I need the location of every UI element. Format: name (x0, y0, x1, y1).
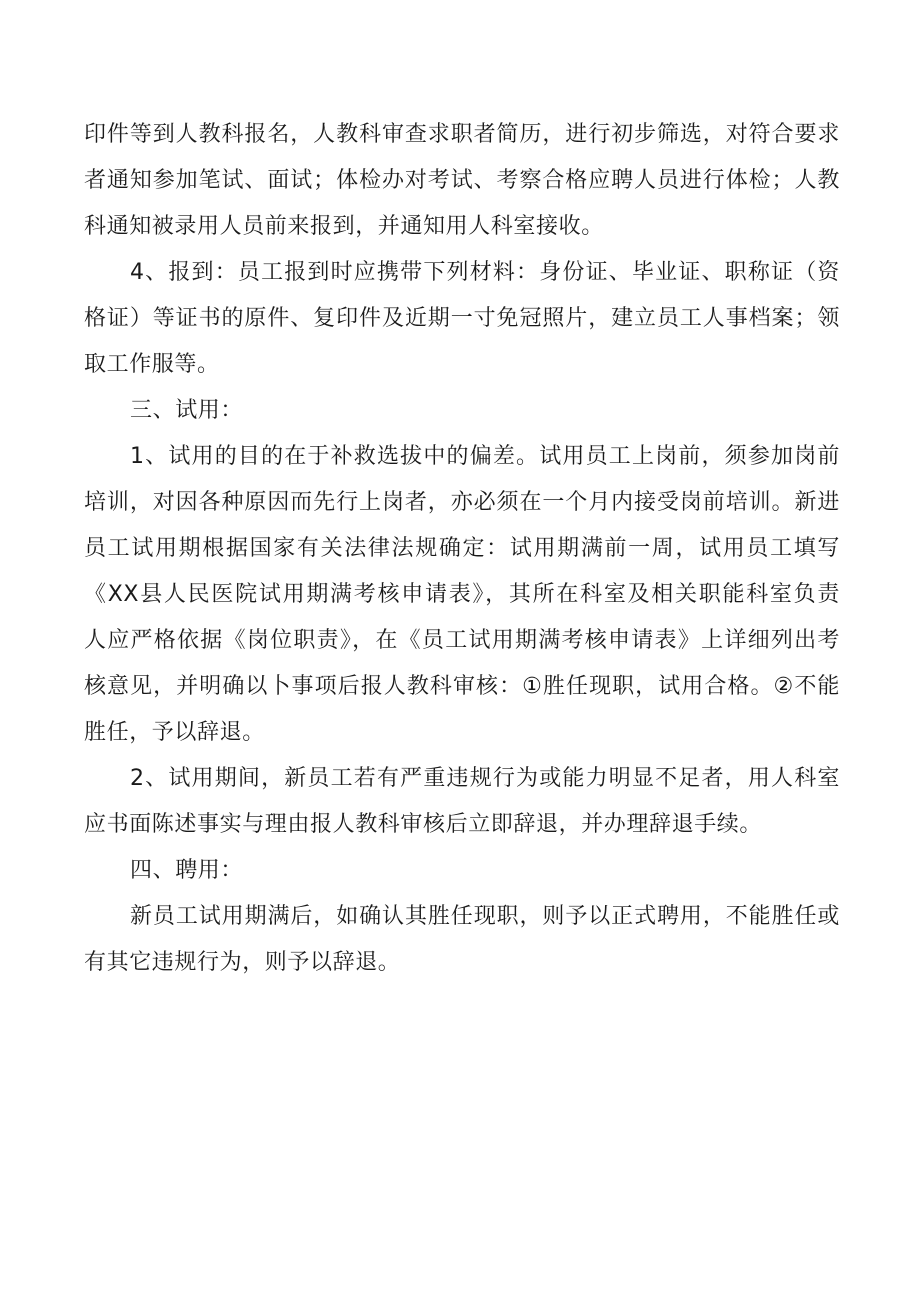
paragraph-line: 科通知被录用人员前来报到，并通知用人科室接收。 (84, 214, 604, 239)
section-heading: 三、试用： (130, 398, 244, 423)
paragraph-line: 2、试用期间，新员工若有严重违规行为或能力明显不足者，用人科室 (130, 766, 840, 791)
paragraph-line: 培训，对因各种原因而先行上岗者，亦必须在一个月内接受岗前培训。新进 (84, 490, 840, 515)
paragraph-line: 有其它违规行为，则予以辞退。 (84, 950, 401, 975)
section-heading: 四、聘用： (130, 858, 244, 883)
paragraph-line: 1、试用的目的在于补救选拔中的偏差。试用员工上岗前，须参加岗前 (130, 444, 840, 469)
paragraph-line: 胜任，予以辞退。 (84, 720, 265, 745)
paragraph-line: 核意见，并明确以卜事项后报人教科审核：①胜任现职，试用合格。②不能 (84, 674, 840, 699)
paragraph-line: 格证）等证书的原件、复印件及近期一寸免冠照片，建立员工人事档案；领 (84, 306, 840, 331)
paragraph-line: 者通知参加笔试、面试；体检办对考试、考察合格应聘人员进行体检；人教 (84, 168, 840, 193)
paragraph-line: 取工作服等。 (84, 352, 220, 377)
paragraph-line: 员工试用期根据国家有关法律法规确定：试用期满前一周，试用员工填写 (84, 536, 840, 561)
paragraph-line: 新员工试用期满后，如确认其胜任现职，则予以正式聘用，不能胜任或 (130, 904, 840, 929)
document-body (84, 112, 840, 986)
paragraph-line: 应书面陈述事实与理由报人教科审核后立即辞退，并办理辞退手续。 (84, 812, 763, 837)
paragraph-line: 人应严格依据《岗位职责》，在《员工试用期满考核申请表》上详细列出考 (84, 628, 840, 653)
paragraph-line: 4、报到：员工报到时应携带下列材料：身份证、毕业证、职称证（资 (130, 260, 840, 285)
paragraph-line: 《XX县人民医院试用期满考核申请表》，其所在科室及相关职能科室负责 (84, 582, 840, 607)
paragraph-line: 印件等到人教科报名，人教科审查求职者简历，进行初步筛选，对符合要求 (84, 122, 840, 147)
